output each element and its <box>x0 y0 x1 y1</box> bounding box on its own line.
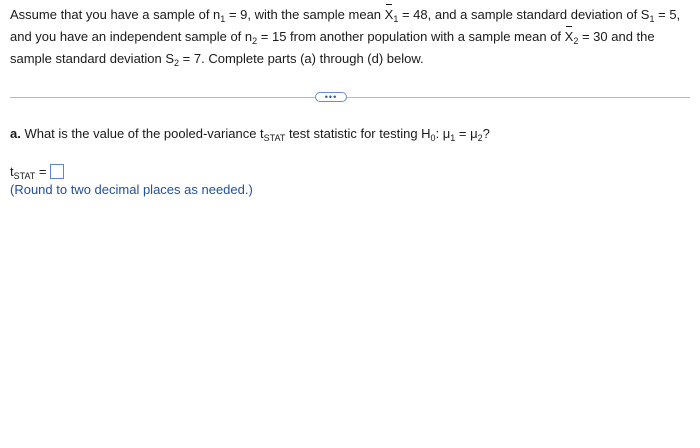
problem-text: sample standard deviation S <box>10 51 175 66</box>
subscript: 2 <box>174 58 180 68</box>
subscript: 1 <box>450 133 456 143</box>
equals-sign: = <box>35 163 47 179</box>
problem-text: = 15 from another population with a sample mean of <box>257 29 565 44</box>
subscript: 0 <box>430 133 436 143</box>
subscript: STAT <box>263 133 286 143</box>
answer-row <box>10 160 64 182</box>
problem-statement <box>10 4 690 70</box>
answer-input[interactable] <box>50 164 64 179</box>
problem-text: = 9, with the sample mean <box>225 7 385 22</box>
problem-text: = 30 and the <box>578 29 655 44</box>
part-label: a. <box>10 126 21 141</box>
t-symbol: t <box>10 163 14 179</box>
answer-label <box>10 164 47 179</box>
question-text: What is the value of the pooled-variance t <box>20 126 264 141</box>
problem-line-2 <box>10 26 690 48</box>
problem-text: = 7. Complete parts (a) through (d) below. <box>179 51 424 66</box>
subscript: 1 <box>393 14 399 24</box>
question-part-a <box>10 124 690 144</box>
x-bar-symbol: X <box>565 26 574 48</box>
subscript: 1 <box>220 14 226 24</box>
expand-more-button[interactable]: ••• <box>315 92 347 102</box>
subscript: 2 <box>252 36 258 46</box>
x-bar-symbol: X <box>385 4 394 26</box>
question-text: : μ <box>435 126 451 141</box>
subscript: 2 <box>477 133 483 143</box>
problem-line-1 <box>10 4 690 26</box>
subscript: 1 <box>649 14 655 24</box>
problem-text: and you have an independent sample of n <box>10 29 253 44</box>
problem-text: = 48, and a sample standard deviation of S <box>398 7 650 22</box>
problem-text: = 5, <box>654 7 681 22</box>
section-divider <box>10 97 690 98</box>
problem-text: Assume that you have a sample of n <box>10 7 221 22</box>
subscript: STAT <box>13 170 36 181</box>
question-text: test statistic for testing H <box>285 126 431 141</box>
rounding-hint: (Round to two decimal places as needed.) <box>10 182 253 197</box>
subscript: 2 <box>573 36 579 46</box>
question-text: ? <box>482 126 490 141</box>
problem-line-3 <box>10 48 690 70</box>
question-text: = μ <box>455 126 478 141</box>
